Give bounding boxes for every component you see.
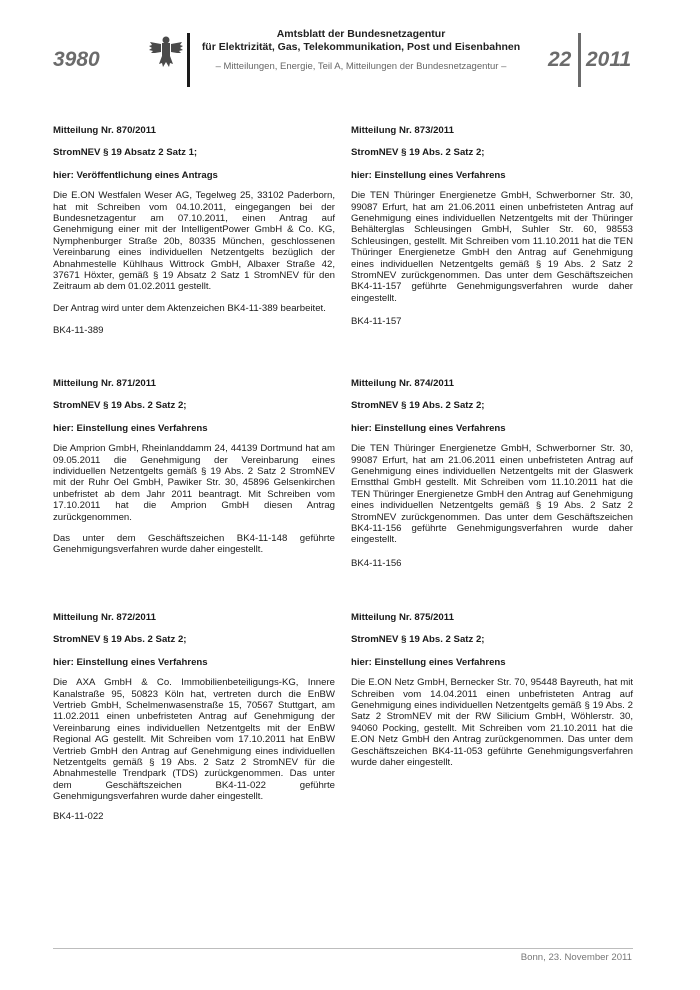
notice-subject: hier: Einstellung eines Verfahrens [351, 656, 506, 668]
notice-subject: hier: Veröffentlichung eines Antrags [53, 169, 218, 181]
notice-title: Mitteilung Nr. 874/2011 [351, 378, 454, 389]
header-divider [187, 33, 190, 87]
notice-reference: StromNEV § 19 Absatz 2 Satz 1; [53, 147, 198, 159]
notice-873 [351, 125, 633, 314]
notice-874 [351, 378, 633, 556]
notice-reference: StromNEV § 19 Abs. 2 Satz 2; [53, 400, 187, 412]
issue-number: 22 [548, 48, 572, 71]
notice-file-code: BK4-11-389 [53, 325, 104, 336]
publication-title [198, 28, 524, 53]
notice-body [53, 677, 335, 802]
publication-subtitle: – Mitteilungen, Energie, Teil A, Mitteilungen der Bundesnetzagentur – [215, 61, 507, 72]
notice-title: Mitteilung Nr. 875/2011 [351, 612, 454, 623]
notice-subject: hier: Einstellung eines Verfahrens [351, 169, 506, 181]
notice-reference: StromNEV § 19 Abs. 2 Satz 2; [351, 147, 485, 159]
notice-reference: StromNEV § 19 Abs. 2 Satz 2; [351, 400, 485, 412]
notice-title: Mitteilung Nr. 872/2011 [53, 612, 156, 623]
notice-paragraph: Die TEN Thüringer Energienetze GmbH, Schwerborner Str. 30, 99087 Erfurt, hat am 21.06.2011 einen unbefristeten Antrag auf Genehmigung eines individuellen Netzentgelts mit der Thüringer Behälterglas Schleusingen GmbH, Suhler Str. 60, 98553 Schleusingen, gestellt. Mit Schreiben vom 11.10.2011 hat die TEN Thüringer Energienetze GmbH den Antrag auf Genehmigung eines individuellen Netzentgelts gemäß § 19 Abs. 2 Satz 2 StromNEV zurückgenommen. Das unter dem Geschäftszeichen BK4-11-157 geführte Genehmigungsverfahren wurde daher eingestellt. [351, 190, 633, 304]
notice-body [53, 190, 335, 314]
notice-file-code: BK4-11-156 [351, 558, 402, 569]
notice-paragraph: Das unter dem Geschäftszeichen BK4-11-148 geführte Genehmigungsverfahren wurde daher eingestellt. [53, 533, 335, 556]
publication-title-line1: Amtsblatt der Bundesnetzagentur [276, 28, 446, 40]
page-number: 3980 [53, 48, 100, 71]
notice-subject: hier: Einstellung eines Verfahrens [53, 656, 208, 668]
notice-paragraph: Der Antrag wird unter dem Aktenzeichen BK4-11-389 bearbeitet. [53, 302, 326, 314]
notice-title: Mitteilung Nr. 871/2011 [53, 378, 156, 389]
notice-paragraph: Die Amprion GmbH, Rheinlanddamm 24, 44139 Dortmund hat am 09.05.2011 die Genehmigung der Vereinbarung eines individuellen Netzentgelts gemäß § 19 Abs. 2 Satz 2 StromNEV mit der Ruhr Oel GmbH, Pawiker Str. 30, 45896 Gelsenkirchen unbefristet ab dem Jahr 2011 beantragt. Mit Schreiben vom 17.10.2011 hat die Amprion GmbH diesen Antrag zurückgenommen. [53, 443, 335, 523]
notice-file-code: BK4-11-157 [351, 316, 402, 327]
notice-reference: StromNEV § 19 Abs. 2 Satz 2; [351, 634, 485, 646]
notice-body [351, 677, 633, 768]
notice-875 [351, 612, 633, 778]
notice-reference: StromNEV § 19 Abs. 2 Satz 2; [53, 634, 187, 646]
notice-871 [53, 378, 335, 566]
notice-paragraph: Die E.ON Westfalen Weser AG, Tegelweg 25, 33102 Paderborn, hat mit Schreiben vom 04.10.2011, eingegangen bei der Bundesnetzagentur am 07.10.2011, einen Antrag auf Genehmigung einer mit der IntelligentPower GmbH & Co. KG, Nymphenburger Straße 20b, 80335 München, geschlossenen Vereinbarung eines individuellen Netzentgelts bezüglich der Abnahmestelle Kühlhaus Wittrock GmbH, Albaxer Straße 42, 37671 Höxter, gemäß § 19 Absatz 2 Satz 1 StromNEV für den Zeitraum ab dem 01.02.2011 gestellt. [53, 190, 335, 293]
notice-body [351, 190, 633, 304]
notice-subject: hier: Einstellung eines Verfahrens [351, 422, 506, 434]
notice-body [53, 443, 335, 556]
notice-872 [53, 612, 335, 813]
footer-date: Bonn, 23. November 2011 [520, 952, 632, 963]
notice-file-code: BK4-11-022 [53, 811, 104, 822]
notice-subject: hier: Einstellung eines Verfahrens [53, 422, 208, 434]
issue-year: 2011 [586, 48, 632, 71]
publication-title-line2: für Elektrizität, Gas, Telekommunikation, Post und Eisenbahnen [201, 40, 521, 53]
federal-eagle-icon [148, 34, 184, 68]
notice-paragraph: Die E.ON Netz GmbH, Bernecker Str. 70, 95448 Bayreuth, hat mit Schreiben vom 14.04.2011 einen unbefristeten Antrag auf Genehmigung eines individuellen Netzentgelts gemäß § 19 Abs. 2 Satz 2 StromNEV mit der RW Silicium GmbH, Wöhlerstr. 30, 94060 Pocking, gestellt. Mit Schreiben vom 21.10.2011 hat die E.ON Netz GmbH den Antrag zurückgenommen. Das unter dem Geschäftszeichen BK4-11-053 geführte Genehmigungsverfahren wurde daher eingestellt. [351, 677, 633, 769]
footer-divider [53, 948, 633, 949]
notice-paragraph: Die AXA GmbH & Co. Immobilienbeteiligungs-KG, Innere Kanalstraße 95, 50823 Köln hat, vertreten durch die EnBW Vertrieb GmbH, Schelmenwasenstraße 15, 70567 Stuttgart, am 11.02.2011 einen unbefristeten Antrag auf Genehmigung der Vereinbarung eines individuellen Netzentgelts mit der EnBW Regional AG gestellt. Mit Schreiben vom 17.10.2011 hat EnBW Vertrieb GmbH den Antrag auf Genehmigung eines individuellen Netzentgelts gemäß § 19 Abs. 2 Satz 2 StromNEV für die Abnahmestelle Trendpark (TDS) zurückgenommen. Das unter dem Geschäftszeichen BK4-11-022 geführte Genehmigungsverfahren wurde daher eingestellt. [53, 677, 335, 803]
notice-870 [53, 125, 335, 324]
notice-title: Mitteilung Nr. 870/2011 [53, 125, 156, 136]
issue-divider [578, 33, 581, 87]
notice-body [351, 443, 633, 546]
page-header [0, 0, 700, 100]
notice-title: Mitteilung Nr. 873/2011 [351, 125, 454, 136]
notice-paragraph: Die TEN Thüringer Energienetze GmbH, Schwerborner Str. 30, 99087 Erfurt, hat am 21.06.2011 einen unbefristeten Antrag auf Genehmigung eines individuellen Netzentgelts mit der Glaswerk Ernstthal GmbH gestellt. Mit Schreiben vom 11.10.2011 hat die TEN Thüringer Energienetze GmbH den Antrag auf Genehmigung eines individuellen Netzentgelts gemäß § 19 Abs. 2 Satz 2 StromNEV zurückgenommen. Das unter dem Geschäftszeichen BK4-11-156 geführte Genehmigungsverfahren wurde daher eingestellt. [351, 443, 633, 546]
